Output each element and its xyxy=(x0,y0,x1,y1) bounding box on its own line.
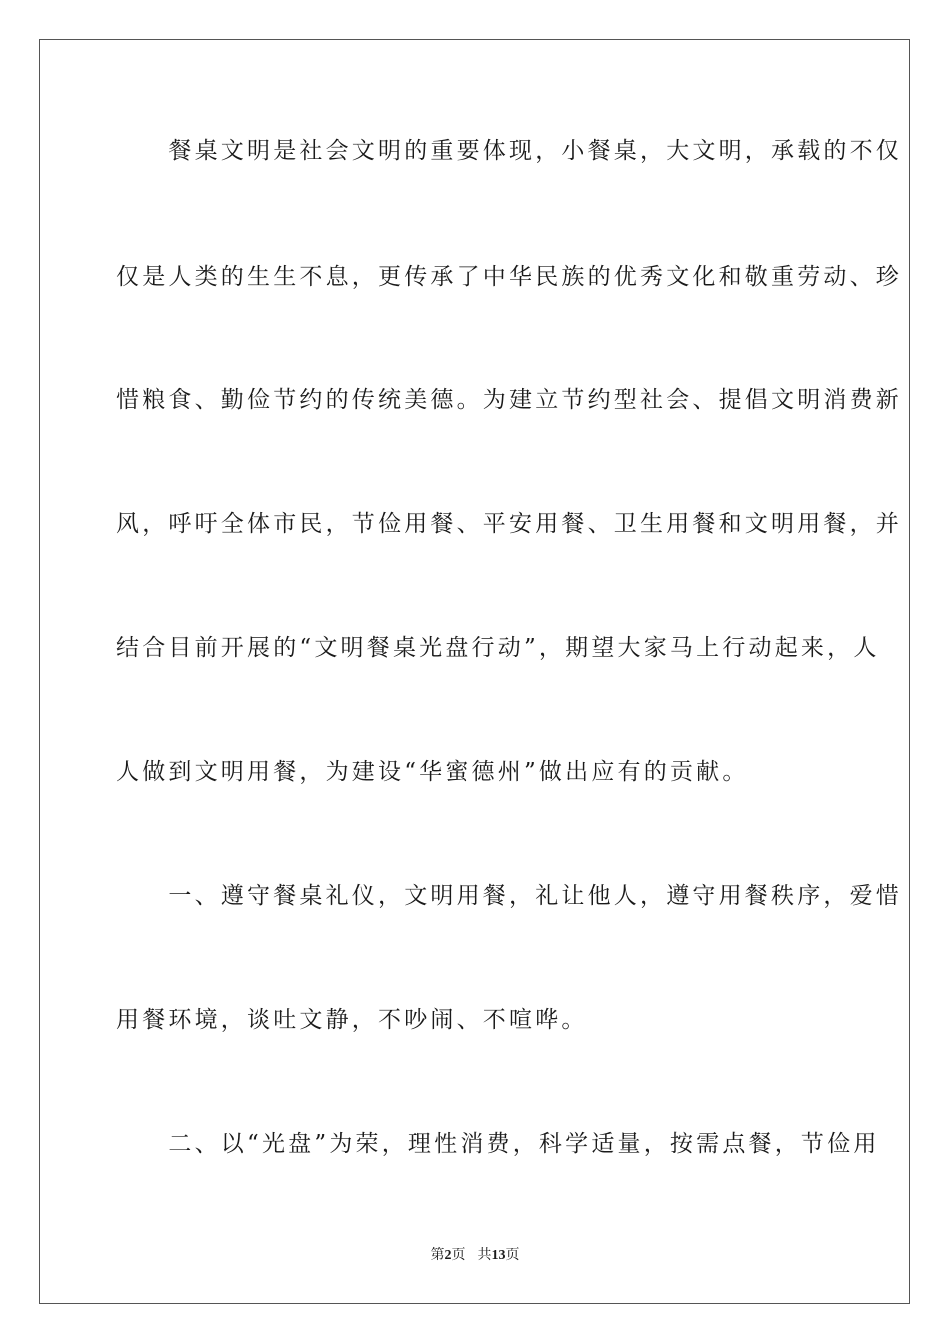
total-prefix: 共 xyxy=(477,1247,492,1263)
total-number: 13 xyxy=(491,1248,506,1263)
body-line-7: 一、遵守餐桌礼仪，文明用餐，礼让他人，遵守用餐秩序，爱惜 xyxy=(116,883,902,909)
body-line-6: 人做到文明用餐，为建设“华蜜德州”做出应有的贡献。 xyxy=(116,759,749,785)
page-prefix: 第 xyxy=(430,1247,445,1263)
body-line-9: 二、以“光盘”为荣，理性消费，科学适量，按需点餐，节俭用 xyxy=(116,1131,880,1157)
total-pages xyxy=(478,1247,520,1263)
page-indicator xyxy=(431,1247,466,1263)
body-line-3: 惜粮食、勤俭节约的传统美德。为建立节约型社会、提倡文明消费新 xyxy=(116,387,902,413)
page-number: 2 xyxy=(444,1248,452,1263)
page-border xyxy=(39,39,910,1304)
page-suffix: 页 xyxy=(451,1247,466,1263)
body-line-2: 仅是人类的生生不息，更传承了中华民族的优秀文化和敬重劳动、珍 xyxy=(116,264,902,290)
body-line-4: 风，呼吁全体市民，节俭用餐、平安用餐、卫生用餐和文明用餐，并 xyxy=(116,511,902,537)
total-suffix: 页 xyxy=(505,1247,520,1263)
page-footer xyxy=(0,1246,950,1265)
body-line-5: 结合目前开展的“文明餐桌光盘行动”，期望大家马上行动起来，人 xyxy=(116,635,880,661)
body-line-8: 用餐环境，谈吐文静，不吵闹、不喧哗。 xyxy=(116,1007,588,1033)
body-line-1: 餐桌文明是社会文明的重要体现，小餐桌，大文明，承载的不仅 xyxy=(116,138,902,164)
